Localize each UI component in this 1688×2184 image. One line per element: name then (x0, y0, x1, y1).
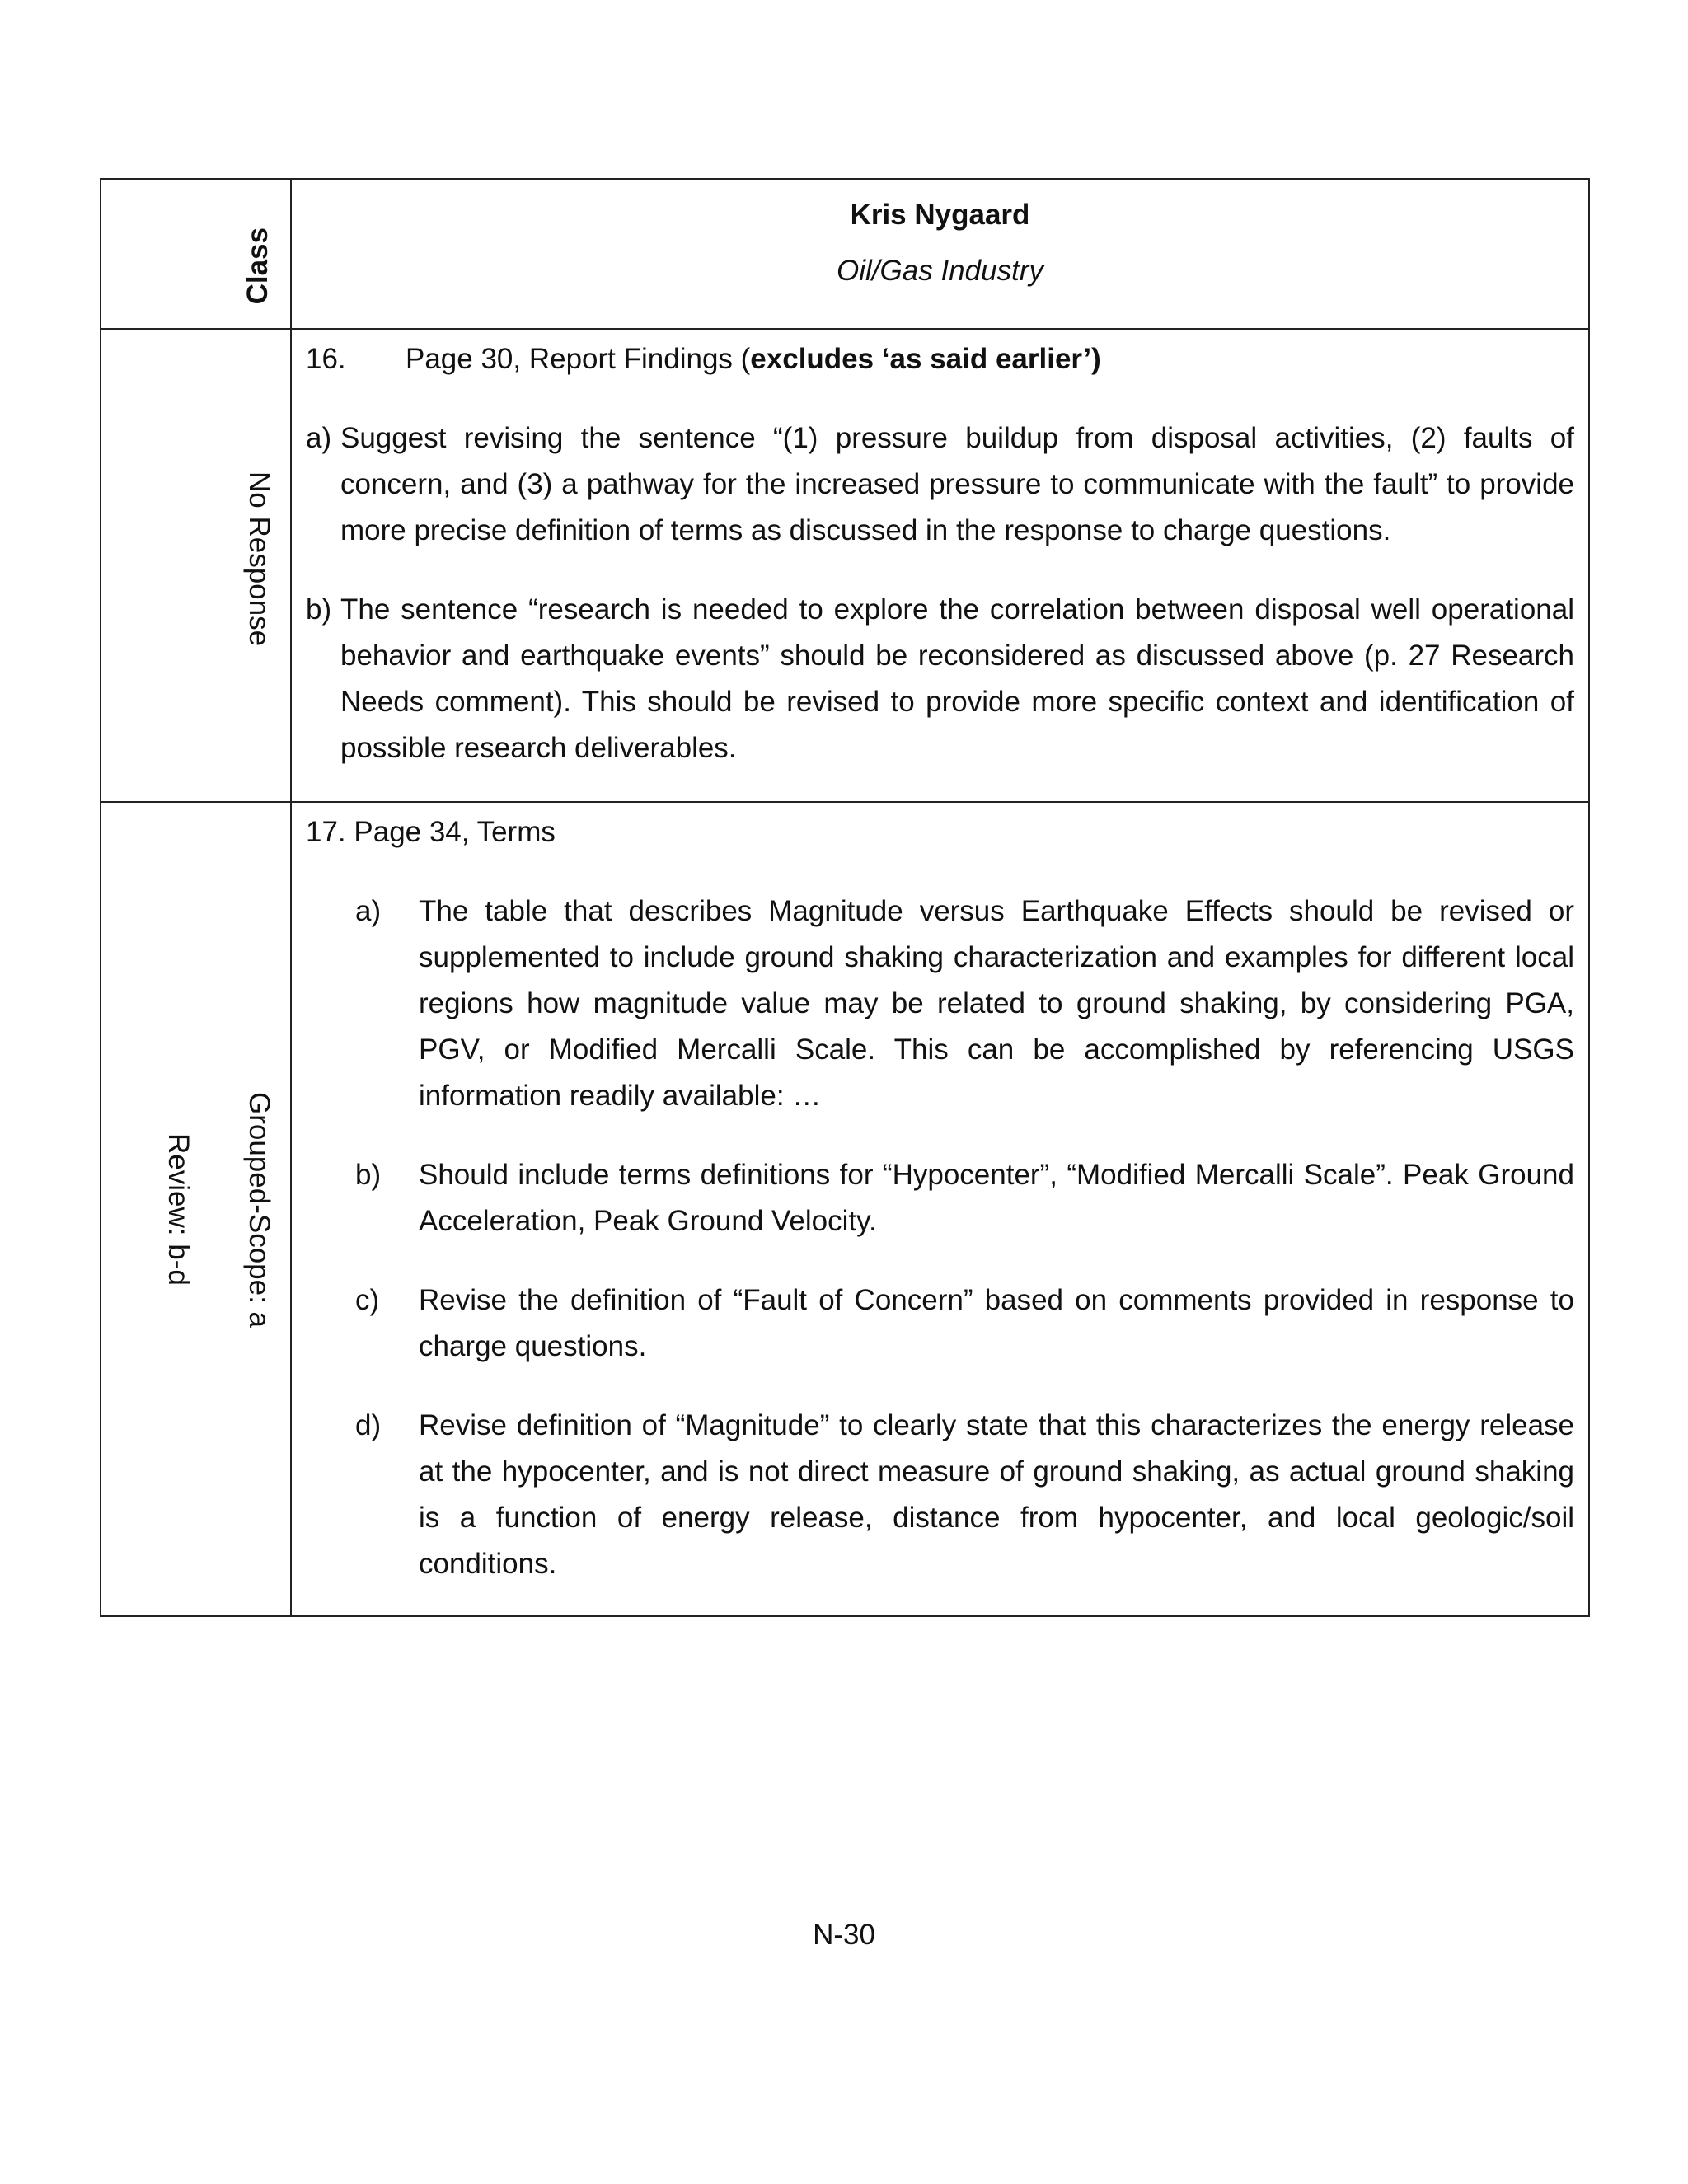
subitem-letter: d) (355, 1409, 382, 1441)
page-number: N-30 (813, 1919, 875, 1951)
subitem-text: The table that describes Magnitude versus Earthquake Effects should be revised or supplemented to include ground shaking characterization and examples for different local regions how magnitude value may be related to ground shaking, by considering PGA, PGV, or Modified Mercalli Scale. This can be accomplished by referencing USGS information readily available: … (419, 895, 1574, 1112)
class-header-label: Class (241, 227, 274, 305)
class-cell (101, 802, 291, 1616)
class-label: No Response (243, 471, 275, 647)
list-item (355, 1277, 1574, 1370)
table-row (101, 329, 1589, 802)
item-title (306, 336, 1574, 382)
subitem-letter: b) (306, 593, 332, 626)
subitem-text: The sentence “research is needed to explore the correlation between disposal well operational behavior and earthquake events” should be reconsidered as discussed above (p. 27 Research Needs comment). This should be revised to provide more specific context and identification of possible research deliverables. (340, 593, 1574, 764)
reviewer-header-cell (291, 179, 1589, 329)
subitem-letter: c) (355, 1284, 380, 1316)
item-title-bold: excludes ‘as said earlier’) (750, 343, 1101, 375)
list-item (355, 888, 1574, 1119)
comment-cell (291, 329, 1589, 802)
subitem-text: Should include terms definitions for “Hypocenter”, “Modified Mercalli Scale”. Peak Ground Acceleration, Peak Ground Velocity. (419, 1159, 1574, 1237)
item-number: 16. (306, 343, 346, 375)
subitem-letter: b) (355, 1159, 382, 1191)
reviewer-affiliation: Oil/Gas Industry (837, 254, 1043, 287)
comment-cell (291, 802, 1589, 1616)
class-cell (101, 329, 291, 802)
class-label: Grouped-Scope: a (243, 1092, 275, 1329)
list-item (306, 587, 1574, 771)
list-item (355, 1152, 1574, 1244)
item-title-text: Page 30, Report Findings ( (406, 343, 751, 375)
comment-table (100, 178, 1590, 1617)
item-title: 17. Page 34, Terms (306, 816, 556, 848)
class-header-cell (101, 179, 291, 329)
subitem-text: Revise the definition of “Fault of Concern” based on comments provided in response to charge questions. (419, 1284, 1574, 1362)
class-label: Review: b-d (162, 1133, 195, 1286)
subitem-text: Suggest revising the sentence “(1) pressure buildup from disposal activities, (2) faults of concern, and (3) a pathway for the increased pressure to communicate with the fault” to provide more precise definition of terms as discussed in the response to charge questions. (340, 422, 1574, 546)
subitem-list (306, 415, 1574, 771)
subitem-list (306, 888, 1574, 1587)
subitem-text: Revise definition of “Magnitude” to clearly state that this characterizes the energy release at the hypocenter, and is not direct measure of ground shaking, as actual ground shaking is a function of energy release, distance from hypocenter, and local geologic/soil conditions. (419, 1409, 1574, 1580)
subitem-letter: a) (306, 422, 332, 454)
subitem-letter: a) (355, 895, 382, 927)
list-item (355, 1403, 1574, 1587)
header-row (101, 179, 1589, 329)
reviewer-name: Kris Nygaard (850, 199, 1030, 231)
list-item (306, 415, 1574, 554)
table-row (101, 802, 1589, 1616)
